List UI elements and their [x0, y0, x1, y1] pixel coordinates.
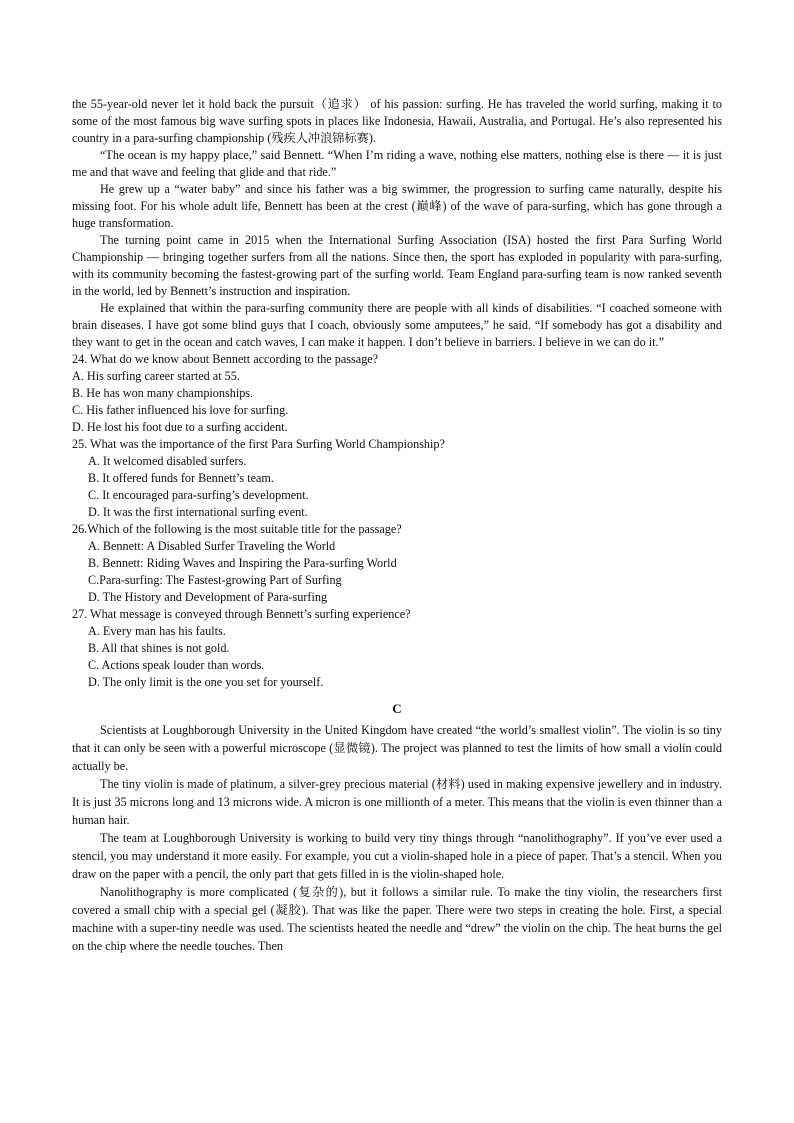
question-option: B. Bennett: Riding Waves and Inspiring the Para-surfing World [88, 556, 397, 570]
passage-b-paragraph: “The ocean is my happy place,” said Bennett. “When I’m riding a wave, nothing else matters, nothing else is there — it is just me and that wave and feeling that glide and that ride.” [72, 148, 722, 179]
question-24 [72, 351, 722, 436]
question-option: A. His surfing career started at 55. [72, 369, 240, 383]
question-option: C. His father influenced his love for surfing. [72, 403, 289, 417]
question-option: B. All that shines is not gold. [88, 641, 230, 655]
passage-b-paragraph: The turning point came in 2015 when the International Surfing Association (ISA) hosted the first Para Surfing World Championship — bringing together surfers from all the nations. Since then, the sport has exploded in popularity with para-surfing, with its community becoming the fastest-growing part of the surfing world. Team England para-surfing team is now ranked seventh in the world, led by Bennett’s instruction and inspiration. [72, 233, 722, 298]
passage-b-paragraph: He grew up a “water baby” and since his father was a big swimmer, the progression to surfing came naturally, despite his missing foot. For his whole adult life, Bennett has been at the crest (巅峰) of the wave of para-surfing, which has gone through a huge transformation. [72, 182, 722, 230]
question-option: A. Every man has his faults. [88, 624, 226, 638]
document-page [72, 96, 722, 955]
passage-c-paragraph: The team at Loughborough University is working to build very tiny things through “nanolithography”. If you’ve ever used a stencil, you may understand it more easily. For example, you cut a violin-shaped hole in a piece of paper. That’s a stencil. When you draw on the paper with a pencil, the only part that gets filled in is the violin-shaped hole. [72, 831, 722, 881]
passage-c-paragraph: Scientists at Loughborough University in the United Kingdom have created “the world’s smallest violin”. The violin is so tiny that it can only be seen with a powerful microscope (显微镜). The project was planned to test the limits of how small a violin could actually be. [72, 723, 722, 773]
passage-c [72, 700, 722, 955]
question-stem: 24. What do we know about Bennett according to the passage? [72, 352, 379, 366]
question-option: C.Para-surfing: The Fastest-growing Part of Surfing [88, 573, 342, 587]
question-option: D. The History and Development of Para-surfing [88, 590, 328, 604]
question-option: B. It offered funds for Bennett’s team. [88, 471, 274, 485]
question-option: C. Actions speak louder than words. [88, 658, 265, 672]
question-stem: 26.Which of the following is the most suitable title for the passage? [72, 522, 402, 536]
question-stem: 25. What was the importance of the first Para Surfing World Championship? [72, 437, 445, 451]
question-27 [72, 606, 722, 691]
question-option: A. Bennett: A Disabled Surfer Traveling the World [88, 539, 336, 553]
question-stem: 27. What message is conveyed through Bennett’s surfing experience? [72, 607, 411, 621]
passage-b [72, 96, 722, 351]
passage-b-paragraph: the 55-year-old never let it hold back the pursuit（追求） of his passion: surfing. He has traveled the world surfing, making it to some of the most famous big wave surfing spots in places like Indonesia, Hawaii, Australia, and Portugal. He’s also represented his country in a para-surfing championship (残疾人冲浪锦标赛). [72, 97, 722, 145]
question-option: D. He lost his foot due to a surfing accident. [72, 420, 288, 434]
section-title: C [392, 701, 402, 716]
question-25 [72, 436, 722, 521]
passage-b-paragraph: He explained that within the para-surfing community there are people with all kinds of disabilities. “I coached someone with brain diseases. I have got some blind guys that I coach, obviously some amputees,” he said. “If somebody has got a disability and they want to get in the ocean and catch waves, I can make it happen. I don’t believe in barriers. I believe in we can do it.” [72, 301, 722, 349]
question-option: B. He has won many championships. [72, 386, 254, 400]
question-option: D. The only limit is the one you set for yourself. [88, 675, 324, 689]
question-list [72, 351, 722, 691]
question-option: A. It welcomed disabled surfers. [88, 454, 247, 468]
question-option: C. It encouraged para-surfing’s development. [88, 488, 309, 502]
passage-c-paragraph: Nanolithography is more complicated (复杂的), but it follows a similar rule. To make the tiny violin, the researchers first covered a small chip with a special gel (凝胶). That was like the paper. There were two steps in creating the hole. First, a special machine with a super-tiny needle was used. The scientists heated the needle and “drew” the violin on the chip. The heat burns the gel on the chip where the needle touches. Then [72, 885, 722, 953]
question-26 [72, 521, 722, 606]
passage-c-paragraph: The tiny violin is made of platinum, a silver-grey precious material (材料) used in making expensive jewellery and in industry. It is just 35 microns long and 13 microns wide. A micron is one millionth of a meter. This means that the violin is even thinner than a human hair. [72, 777, 722, 827]
question-option: D. It was the first international surfing event. [88, 505, 308, 519]
